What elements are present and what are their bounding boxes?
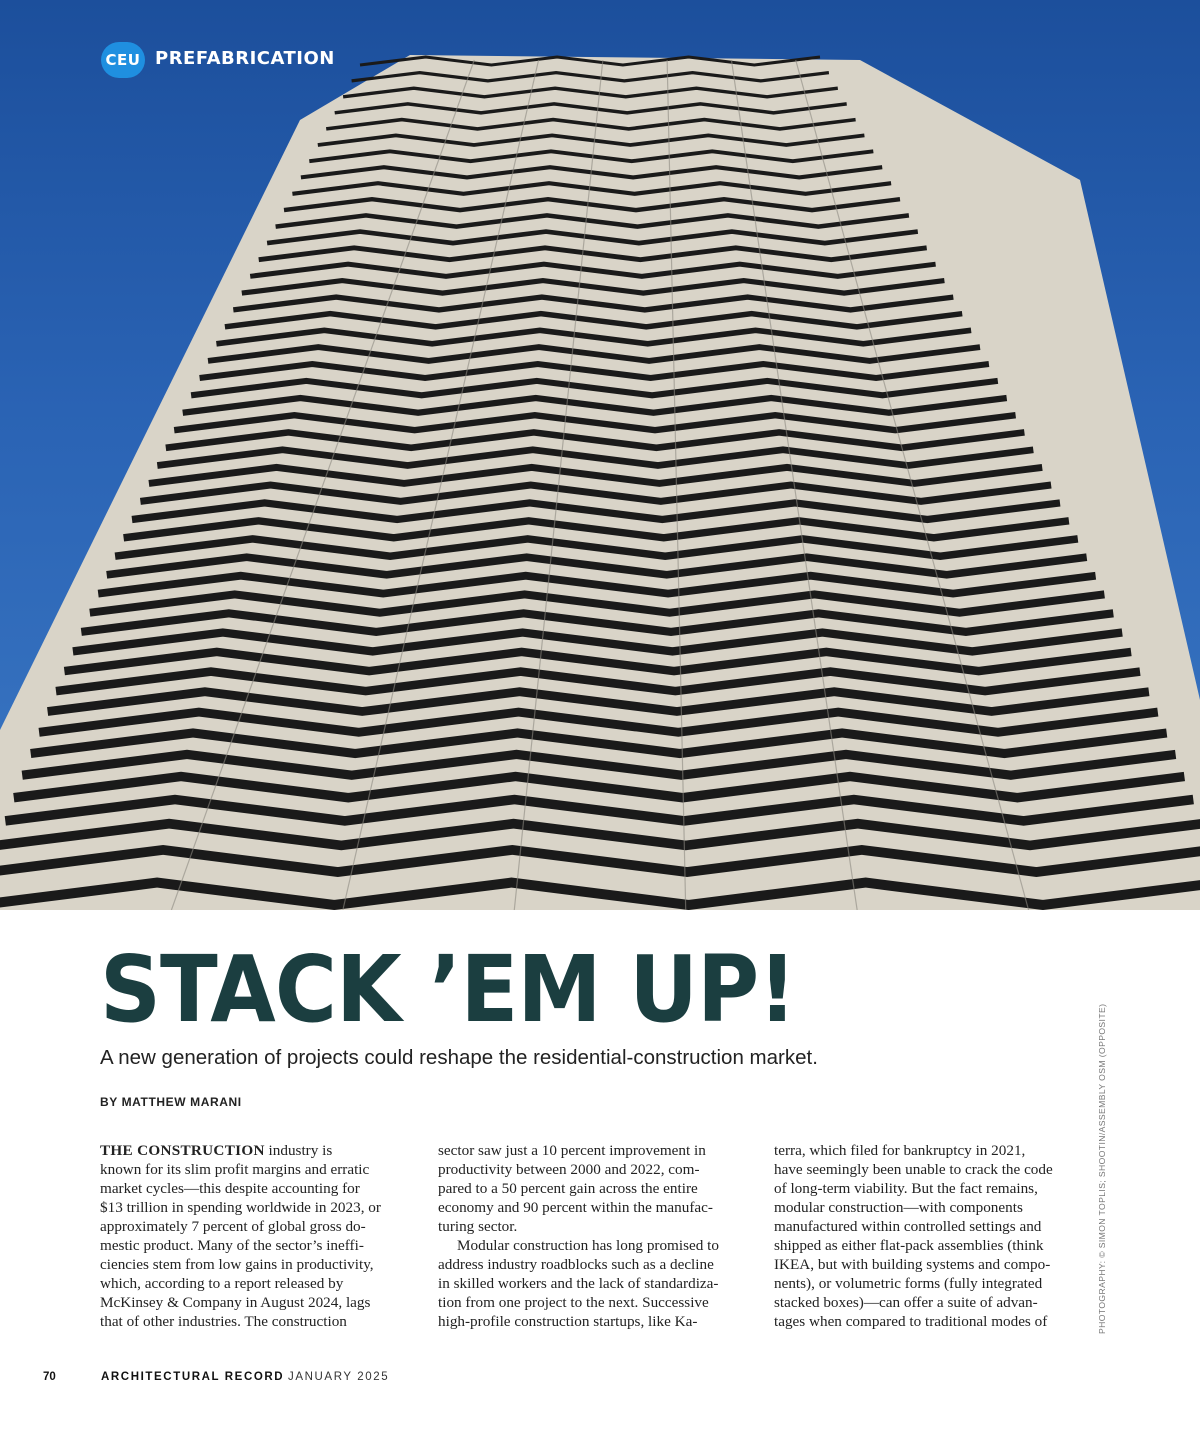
ceu-badge: CEU: [101, 42, 145, 78]
body-line: that of other industries. The construction: [100, 1313, 347, 1330]
body-line: economy and 90 percent within the manufac-: [438, 1199, 713, 1216]
body-line: modular construction—with components: [774, 1199, 1023, 1216]
photo-credit: [1097, 1004, 1107, 1334]
body-line: approximately 7 percent of global gross do-: [100, 1218, 366, 1235]
lead-in: THE CONSTRUCTION: [100, 1142, 265, 1159]
article-deck: A new generation of projects could reshape the residential-construction market.: [100, 1046, 818, 1069]
body-line: market cycles—this despite accounting for: [100, 1180, 360, 1197]
article-byline: BY MATTHEW MARANI: [100, 1095, 242, 1109]
body-line: productivity between 2000 and 2022, com-: [438, 1161, 700, 1178]
body-line: of long-term viability. But the fact remains,: [774, 1180, 1038, 1197]
issue-date: JANUARY 2025: [288, 1371, 390, 1383]
body-line: which, according to a report released by: [100, 1275, 344, 1292]
section-label: PREFABRICATION: [155, 48, 335, 69]
body-line: address industry roadblocks such as a decline: [438, 1256, 714, 1273]
body-line: terra, which filed for bankruptcy in 2021,: [774, 1142, 1026, 1159]
body-line: shipped as either flat-pack assemblies (think: [774, 1237, 1044, 1254]
body-line: manufactured within controlled settings and: [774, 1218, 1042, 1235]
body-line: ciencies stem from low gains in productivity,: [100, 1256, 374, 1273]
body-line: high-profile construction startups, like Ka-: [438, 1313, 698, 1330]
body-text: industry is: [264, 1142, 333, 1159]
body-line: tages when compared to traditional modes of: [774, 1313, 1048, 1330]
body-line: $13 trillion in spending worldwide in 2023, or: [100, 1199, 381, 1216]
body-line: known for its slim profit margins and erratic: [100, 1161, 370, 1178]
body-line: pared to a 50 percent gain across the entire: [438, 1180, 698, 1197]
body-line: stacked boxes)—can offer a suite of advan-: [774, 1294, 1038, 1311]
body-line: [100, 1141, 400, 1160]
page-number: 70: [43, 1371, 56, 1383]
body-column-1: [100, 1141, 400, 1331]
body-line: mestic product. Many of the sector’s ineffi-: [100, 1237, 364, 1254]
body-line: tion from one project to the next. Successive: [438, 1294, 709, 1311]
body-line: sector saw just a 10 percent improvement in: [438, 1142, 706, 1159]
article-headline: STACK ’EM UP!: [100, 936, 796, 1043]
body-column-2: [438, 1141, 738, 1331]
body-line: nents), or volumetric forms (fully integrated: [774, 1275, 1043, 1292]
photo-credit-text: PHOTOGRAPHY: © SIMON TOPLIS; SHOOTIN/ASSEMBLY OSM (OPPOSITE): [1097, 1003, 1107, 1334]
magazine-name: ARCHITECTURAL RECORD: [101, 1371, 285, 1383]
body-line: turing sector.: [438, 1218, 518, 1235]
body-line: have seemingly been unable to crack the code: [774, 1161, 1053, 1178]
body-line: Modular construction has long promised to: [457, 1237, 719, 1254]
body-line: in skilled workers and the lack of standardiza-: [438, 1275, 719, 1292]
body-column-3: [774, 1141, 1074, 1331]
body-line: McKinsey & Company in August 2024, lags: [100, 1294, 371, 1311]
body-line: IKEA, but with building systems and compo-: [774, 1256, 1051, 1273]
